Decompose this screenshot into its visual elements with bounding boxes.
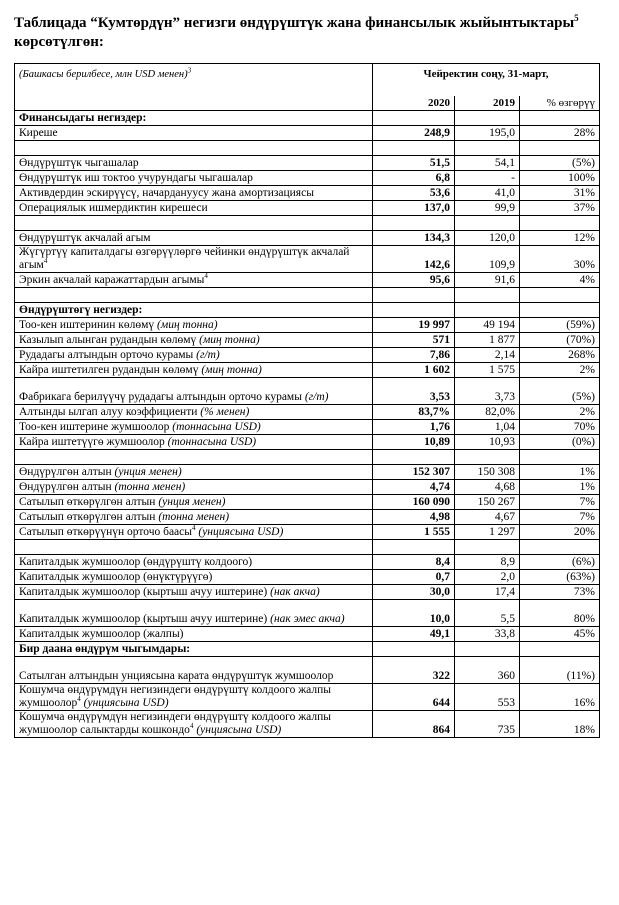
value-2020: 864 — [373, 711, 455, 738]
value-2019: - — [455, 171, 520, 186]
header-note-footnote: 3 — [187, 66, 192, 75]
row-label — [15, 480, 373, 495]
footnote-mark: 4 — [192, 524, 196, 533]
table-row — [15, 465, 600, 480]
empty-cell — [455, 141, 520, 156]
value-2019: 49 194 — [455, 318, 520, 333]
row-label-text: Жүгүртүү капиталдагы өзгөрүүлөргө чейинки өндүрүштүк акчалай агым — [19, 246, 350, 271]
value-change: 70% — [520, 420, 600, 435]
row-label-text: Киреше — [19, 127, 58, 139]
value-change: (5%) — [520, 378, 600, 405]
value-change: 12% — [520, 231, 600, 246]
value-change: 1% — [520, 480, 600, 495]
value-2020: 248,9 — [373, 126, 455, 141]
value-2020: 1 555 — [373, 525, 455, 540]
empty-cell — [15, 141, 373, 156]
empty-cell — [373, 111, 455, 126]
footnote-mark: 4 — [189, 722, 194, 731]
row-label — [15, 246, 373, 273]
title-text-line2: көрсөтүлгөн: — [14, 34, 104, 50]
value-2019: 8,9 — [455, 555, 520, 570]
unit-text: (миң тонна) — [157, 319, 218, 331]
value-2020: 8,4 — [373, 555, 455, 570]
empty-cell — [373, 288, 455, 303]
table-row — [15, 405, 600, 420]
empty-cell — [520, 288, 600, 303]
row-label — [15, 231, 373, 246]
row-label-text: Операциялык ишмердиктин кирешеси — [19, 202, 208, 214]
unit-text: (унциясына USD) — [198, 526, 284, 538]
table-row — [15, 684, 600, 711]
row-label-text: Рудадагы алтындын орточо курамы — [19, 349, 194, 361]
value-2020: 10,89 — [373, 435, 455, 450]
row-label — [15, 555, 373, 570]
value-change: 45% — [520, 627, 600, 642]
row-label — [15, 405, 373, 420]
value-2019: 10,93 — [455, 435, 520, 450]
table-row — [15, 420, 600, 435]
row-label — [15, 657, 373, 684]
title-text: Таблицада “Кумтөрдүн” негизги өндүрүштүк жана финансылык жыйынтыктары — [14, 15, 575, 31]
value-change: 4% — [520, 273, 600, 288]
header-change: % өзгөрүү — [520, 96, 600, 111]
section-heading: Өндүрүштөгү негиздер: — [15, 303, 373, 318]
row-label-text: Капиталдык жумшоолор (өндүрүштү колдоого) — [19, 556, 253, 568]
table-row — [15, 711, 600, 738]
table-row — [15, 186, 600, 201]
value-2020: 51,5 — [373, 156, 455, 171]
value-2019: 1 575 — [455, 363, 520, 378]
row-label-text: Кошумча өндүрүмдүн негизиндеги өндүрүштү колдоого жалпы жумшоолор — [19, 684, 331, 709]
row-label — [15, 465, 373, 480]
empty-cell — [455, 303, 520, 318]
row-label-text: Кайра иштетүүгө жумшоолор — [19, 436, 165, 448]
spacer-row — [15, 540, 600, 555]
value-2020: 644 — [373, 684, 455, 711]
value-2019: 1 877 — [455, 333, 520, 348]
table-row — [15, 231, 600, 246]
value-2019: 99,9 — [455, 201, 520, 216]
row-label-text: Сатылып өткөрүлгөн алтын — [19, 496, 156, 508]
value-change: (0%) — [520, 435, 600, 450]
value-2019: 150 267 — [455, 495, 520, 510]
unit-text: (г/т) — [196, 349, 220, 361]
value-2019: 553 — [455, 684, 520, 711]
empty-cell — [520, 216, 600, 231]
empty-cell — [520, 303, 600, 318]
value-2020: 142,6 — [373, 246, 455, 273]
value-2020: 7,86 — [373, 348, 455, 363]
value-2020: 137,0 — [373, 201, 455, 216]
value-change: (5%) — [520, 156, 600, 171]
table-row — [15, 363, 600, 378]
row-label-text: Казылып алынган рудандын көлөмү — [19, 334, 197, 346]
unit-text: (г/т) — [304, 391, 329, 403]
row-label-text: Сатылган алтындын унциясына карата өндүрүштүк жумшоолор — [19, 670, 334, 682]
value-2020: 83,7% — [373, 405, 455, 420]
table-row — [15, 510, 600, 525]
header-2019: 2019 — [455, 96, 520, 111]
value-change: 80% — [520, 600, 600, 627]
value-2020: 3,53 — [373, 378, 455, 405]
value-2020: 4,98 — [373, 510, 455, 525]
value-change: 18% — [520, 711, 600, 738]
value-change: 2% — [520, 363, 600, 378]
value-change: (11%) — [520, 657, 600, 684]
value-change: (63%) — [520, 570, 600, 585]
value-2020: 95,6 — [373, 273, 455, 288]
table-row — [15, 171, 600, 186]
empty-cell — [15, 540, 373, 555]
value-2019: 1,04 — [455, 420, 520, 435]
unit-text: (унция менен) — [114, 466, 182, 478]
value-2020: 571 — [373, 333, 455, 348]
empty-cell — [455, 450, 520, 465]
value-2019: 150 308 — [455, 465, 520, 480]
value-2020: 1,76 — [373, 420, 455, 435]
table-row — [15, 555, 600, 570]
footnote-mark: 4 — [43, 257, 48, 266]
spacer-row — [15, 450, 600, 465]
unit-text: (унциясына USD) — [83, 697, 169, 709]
empty-cell — [455, 216, 520, 231]
table-row — [15, 657, 600, 684]
table-row — [15, 435, 600, 450]
row-label — [15, 585, 373, 600]
row-label-text: Кайра иштетилген рудандын көлөмү — [19, 364, 199, 376]
table-row — [15, 273, 600, 288]
row-label — [15, 126, 373, 141]
value-change: 7% — [520, 495, 600, 510]
row-label — [15, 435, 373, 450]
row-label — [15, 684, 373, 711]
row-label-text: Өндүрүштүк чыгашалар — [19, 157, 139, 169]
value-2019: 360 — [455, 657, 520, 684]
unit-text: (унция менен) — [158, 496, 226, 508]
value-2019: 109,9 — [455, 246, 520, 273]
value-2019: 2,0 — [455, 570, 520, 585]
row-label — [15, 273, 373, 288]
value-change: 73% — [520, 585, 600, 600]
value-2020: 322 — [373, 657, 455, 684]
header-row-top — [15, 64, 600, 97]
value-change: 37% — [520, 201, 600, 216]
value-2019: 5,5 — [455, 600, 520, 627]
value-2019: 4,67 — [455, 510, 520, 525]
row-label-text: Капиталдык жумшоолор (кыртыш ачуу иштерине) — [19, 613, 268, 625]
row-label — [15, 156, 373, 171]
value-2019: 3,73 — [455, 378, 520, 405]
row-label-text: Өндүрүлгөн алтын — [19, 466, 112, 478]
unit-text: (унциясына USD) — [196, 724, 282, 736]
row-label — [15, 711, 373, 738]
value-change: (59%) — [520, 318, 600, 333]
value-change: (6%) — [520, 555, 600, 570]
value-change: 28% — [520, 126, 600, 141]
value-change: (70%) — [520, 333, 600, 348]
header-period: Чейректин соңу, 31-март, — [373, 64, 600, 97]
unit-text: (тоннасына USD) — [167, 436, 257, 448]
value-2019: 120,0 — [455, 231, 520, 246]
table-title — [14, 14, 609, 52]
row-label — [15, 363, 373, 378]
value-change: 7% — [520, 510, 600, 525]
empty-cell — [15, 216, 373, 231]
row-label — [15, 318, 373, 333]
value-2019: 82,0% — [455, 405, 520, 420]
value-2019: 41,0 — [455, 186, 520, 201]
table-row — [15, 156, 600, 171]
table-row — [15, 126, 600, 141]
empty-cell — [520, 111, 600, 126]
row-label — [15, 600, 373, 627]
row-label-text: Капиталдык жумшоолор (кыртыш ачуу иштерине) — [19, 586, 268, 598]
results-table — [14, 63, 600, 738]
unit-text: (нак эмес акча) — [270, 613, 345, 625]
table-row — [15, 480, 600, 495]
row-label — [15, 378, 373, 405]
unit-text: (тоннасына USD) — [172, 421, 261, 433]
row-label-text: Активдердин эскирүүсү, начардануусу жана амортизациясы — [19, 187, 314, 199]
title-footnote-mark: 5 — [574, 13, 579, 23]
table-row — [15, 627, 600, 642]
row-label-text: Фабрикага берилүүчү рудадагы алтындын орточо курамы — [19, 391, 302, 403]
spacer-row — [15, 216, 600, 231]
section-heading: Бир даана өндүрүм чыгымдары: — [15, 642, 373, 657]
row-label-text: Тоо-кен иштеринин көлөмү — [19, 319, 155, 331]
row-label-text: Сатылып өткөрүүнүн орточо баасы — [19, 526, 192, 538]
row-label — [15, 201, 373, 216]
table-row — [15, 333, 600, 348]
row-label-text: Сатылып өткөрүлгөн алтын — [19, 511, 156, 523]
empty-cell — [520, 540, 600, 555]
row-label-text: Капиталдык жумшоолор (өнүктүрүүгө) — [19, 571, 213, 583]
section-heading: Финансыдагы негиздер: — [15, 111, 373, 126]
value-2020: 134,3 — [373, 231, 455, 246]
value-2019: 33,8 — [455, 627, 520, 642]
table-row — [15, 585, 600, 600]
header-2020: 2020 — [373, 96, 455, 111]
row-label — [15, 570, 373, 585]
unit-text: (нак акча) — [270, 586, 320, 598]
value-change: 268% — [520, 348, 600, 363]
table-row — [15, 495, 600, 510]
row-label-text: Алтынды ылгап алуу коэффициенти — [19, 406, 198, 418]
value-2019: 1 297 — [455, 525, 520, 540]
value-change: 16% — [520, 684, 600, 711]
value-2020: 1 602 — [373, 363, 455, 378]
value-2020: 10,0 — [373, 600, 455, 627]
table-row — [15, 600, 600, 627]
value-2020: 53,6 — [373, 186, 455, 201]
value-2020: 152 307 — [373, 465, 455, 480]
value-change: 20% — [520, 525, 600, 540]
empty-cell — [15, 450, 373, 465]
row-label — [15, 333, 373, 348]
table-row — [15, 246, 600, 273]
row-label-text: Кошумча өндүрүмдүн негизиндеги өндүрүштү колдоого жалпы жумшоолор салыктарды кошкондо — [19, 711, 331, 736]
value-2020: 160 090 — [373, 495, 455, 510]
table-row — [15, 525, 600, 540]
section-row — [15, 303, 600, 318]
header-note — [15, 64, 373, 111]
value-2019: 17,4 — [455, 585, 520, 600]
unit-text: (тонна менен) — [158, 511, 230, 523]
value-2020: 0,7 — [373, 570, 455, 585]
row-label-text: Өндүрүштүк акчалай агым — [19, 232, 151, 244]
empty-cell — [455, 288, 520, 303]
empty-cell — [373, 216, 455, 231]
table-row — [15, 318, 600, 333]
value-change: 2% — [520, 405, 600, 420]
table-row — [15, 348, 600, 363]
value-2019: 54,1 — [455, 156, 520, 171]
spacer-row — [15, 288, 600, 303]
value-2020: 30,0 — [373, 585, 455, 600]
empty-cell — [520, 642, 600, 657]
empty-cell — [373, 450, 455, 465]
empty-cell — [373, 540, 455, 555]
value-change: 100% — [520, 171, 600, 186]
value-2019: 195,0 — [455, 126, 520, 141]
row-label-text: Өндүрүштүк иш токтоо учурундагы чыгашалар — [19, 172, 253, 184]
unit-text: (миң тонна) — [199, 334, 260, 346]
value-change: 31% — [520, 186, 600, 201]
header-note-text: (Башкасы берилбесе, млн USD менен) — [19, 69, 188, 80]
unit-text: (% менен) — [200, 406, 250, 418]
value-2020: 49,1 — [373, 627, 455, 642]
unit-text: (тонна менен) — [114, 481, 186, 493]
footnote-mark: 4 — [204, 272, 208, 281]
row-label — [15, 525, 373, 540]
table-row — [15, 378, 600, 405]
empty-cell — [455, 111, 520, 126]
table-row — [15, 570, 600, 585]
row-label-text: Капиталдык жумшоолор (жалпы) — [19, 628, 184, 640]
value-2019: 735 — [455, 711, 520, 738]
empty-cell — [373, 642, 455, 657]
value-change: 30% — [520, 246, 600, 273]
value-2019: 4,68 — [455, 480, 520, 495]
value-2019: 2,14 — [455, 348, 520, 363]
table-row — [15, 201, 600, 216]
empty-cell — [455, 642, 520, 657]
row-label — [15, 171, 373, 186]
row-label — [15, 186, 373, 201]
section-row — [15, 642, 600, 657]
empty-cell — [520, 141, 600, 156]
empty-cell — [373, 303, 455, 318]
row-label — [15, 348, 373, 363]
empty-cell — [373, 141, 455, 156]
value-2020: 19 997 — [373, 318, 455, 333]
empty-cell — [520, 450, 600, 465]
empty-cell — [455, 540, 520, 555]
results-table-body — [15, 111, 600, 738]
footnote-mark: 4 — [77, 695, 81, 704]
value-2020: 4,74 — [373, 480, 455, 495]
spacer-row — [15, 141, 600, 156]
row-label — [15, 420, 373, 435]
row-label-text: Тоо-кен иштерине жумшоолор — [19, 421, 170, 433]
row-label — [15, 510, 373, 525]
unit-text: (миң тонна) — [201, 364, 262, 376]
empty-cell — [15, 288, 373, 303]
value-change: 1% — [520, 465, 600, 480]
value-2020: 6,8 — [373, 171, 455, 186]
row-label-text: Эркин акчалай каражаттардын агымы — [19, 274, 205, 286]
row-label — [15, 627, 373, 642]
value-2019: 91,6 — [455, 273, 520, 288]
section-row — [15, 111, 600, 126]
row-label-text: Өндүрүлгөн алтын — [19, 481, 112, 493]
row-label — [15, 495, 373, 510]
